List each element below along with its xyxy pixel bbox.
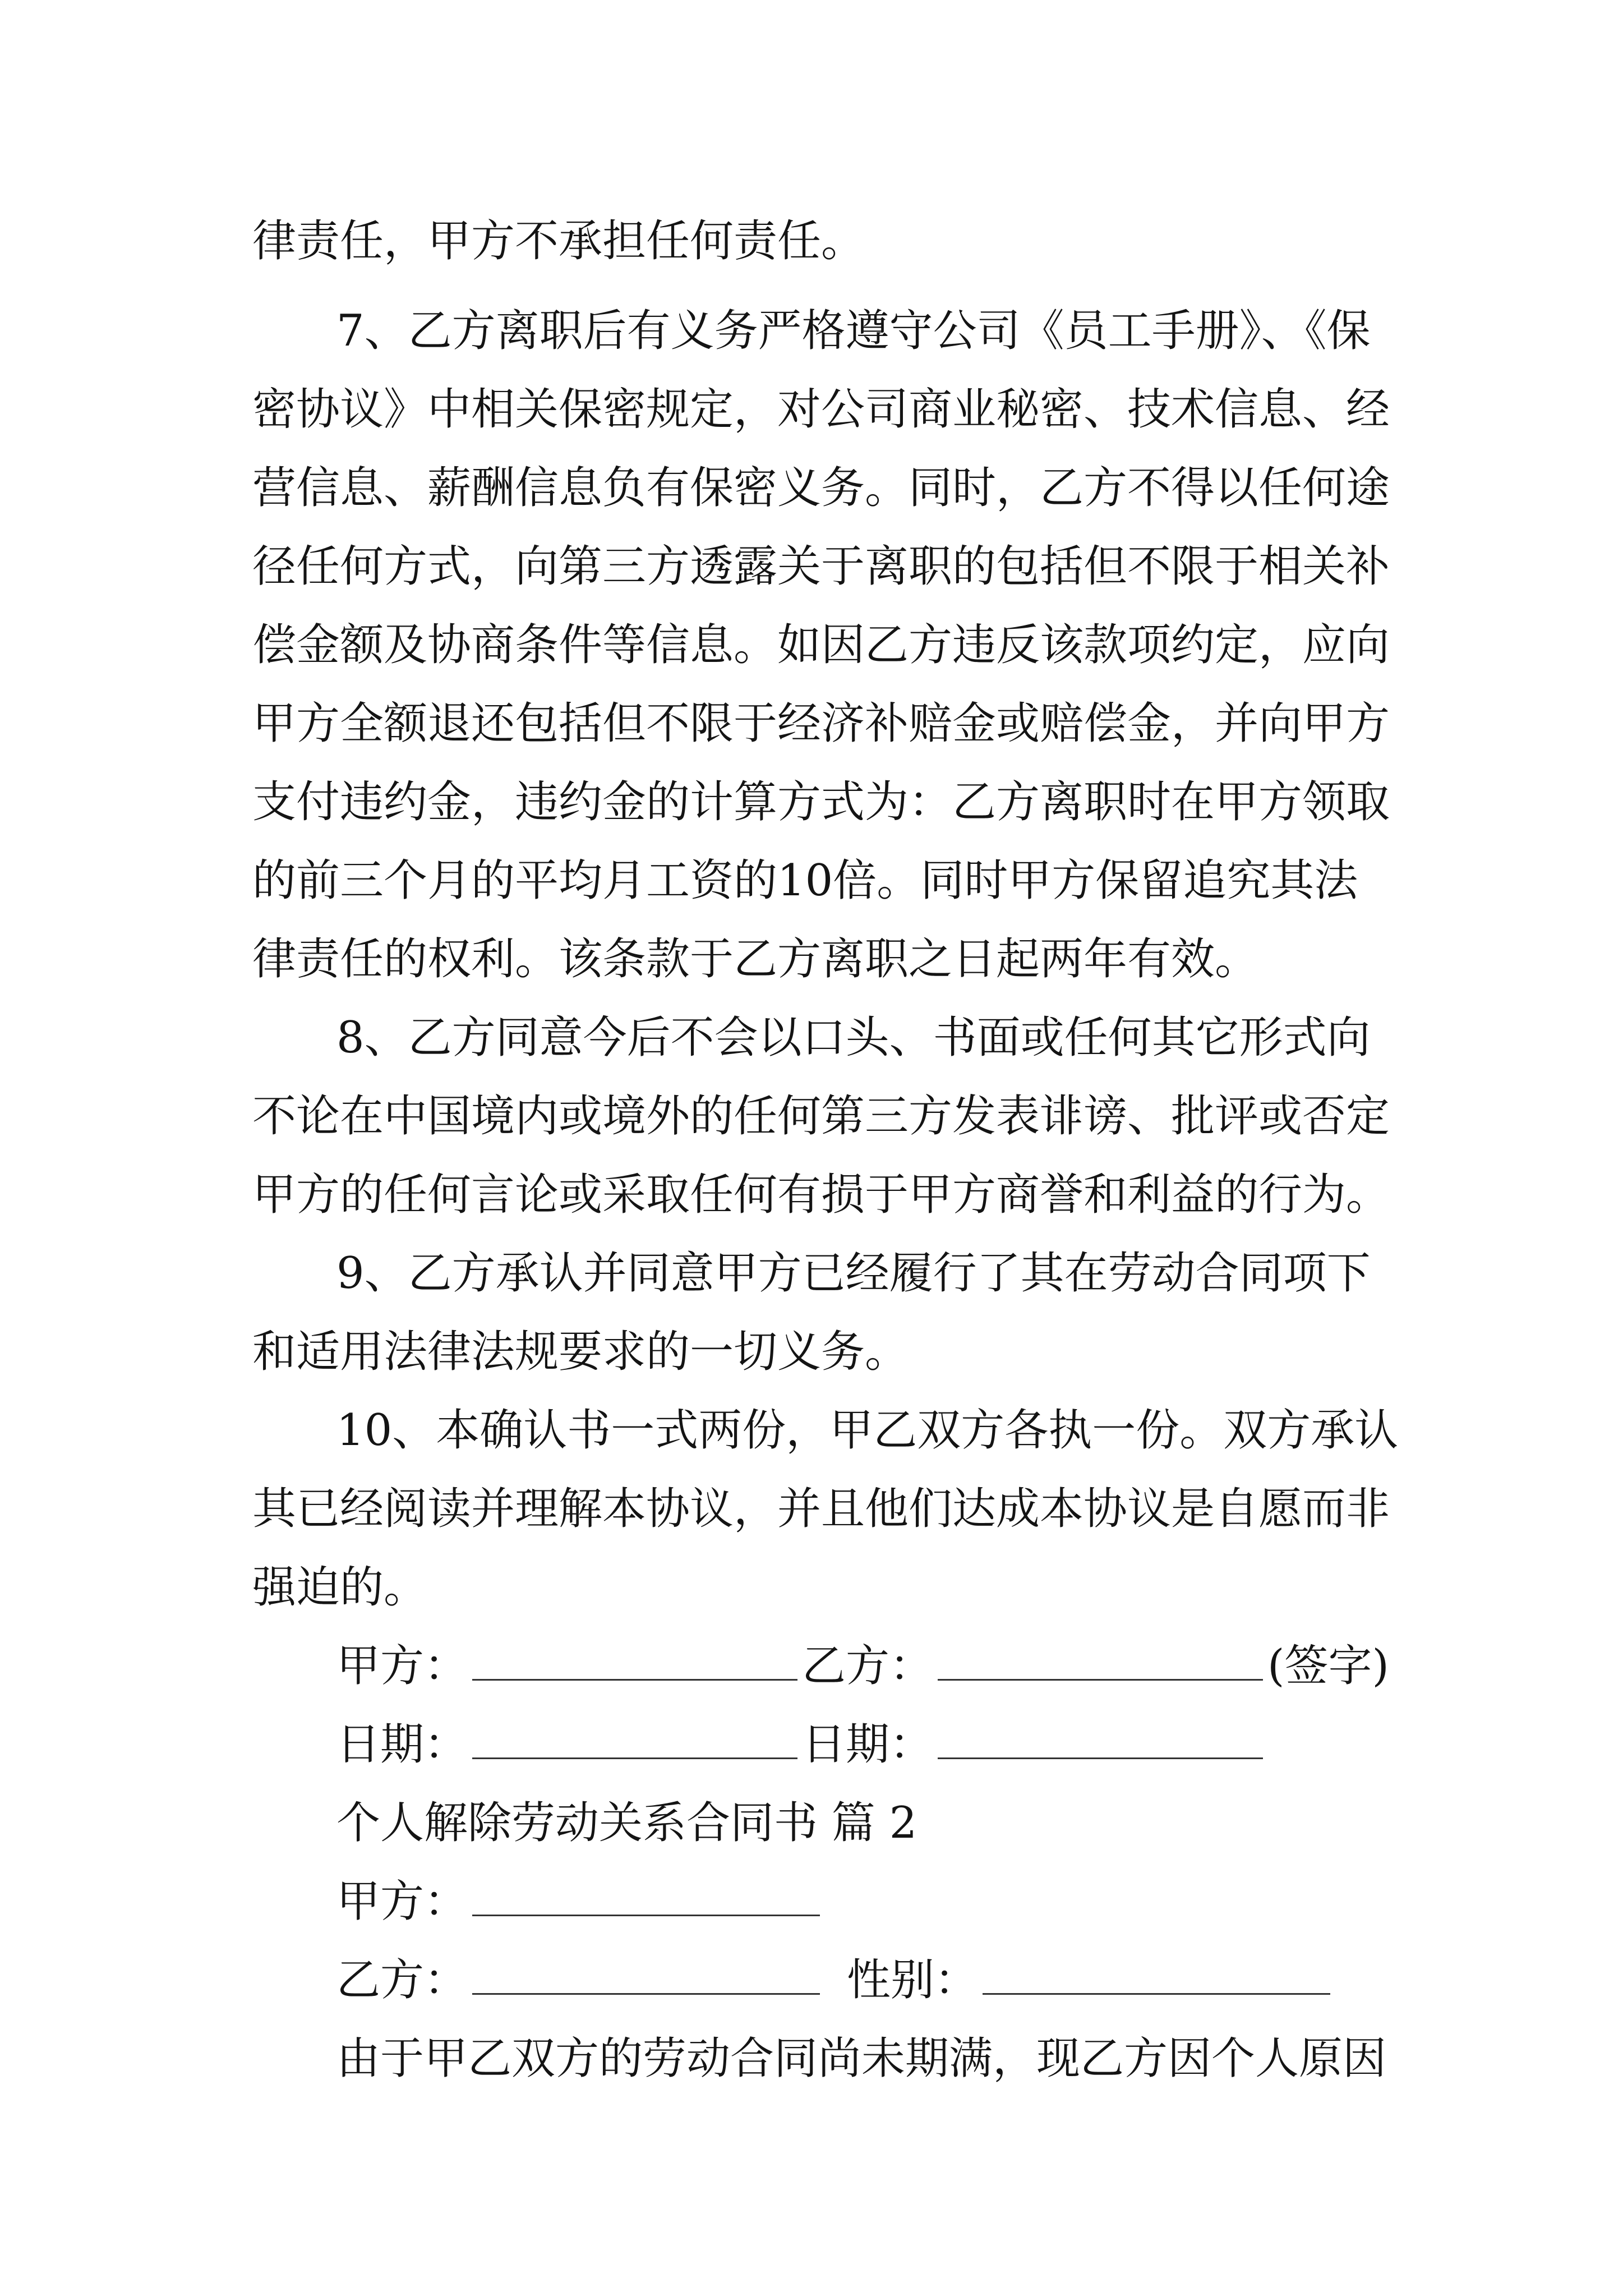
text-line-16: 10、本确认书一式两份，甲乙双方各执一份。双方承认: [336, 1405, 1399, 1456]
party-a-label: 甲方：: [336, 1641, 468, 1691]
section2-party-b-label: 乙方：: [336, 1955, 468, 2005]
section2-gender-blank[interactable]: [983, 1952, 1330, 1995]
sign-note: (签字): [1267, 1641, 1389, 1691]
signature-row: [336, 1621, 1389, 1711]
text-line-3: 密协议》中相关保密规定，对公司商业秘密、技术信息、经: [252, 384, 1390, 435]
text-line-6: 偿金额及协商条件等信息。如因乙方违反该款项约定，应向: [252, 620, 1390, 670]
text-line-14: 9、乙方承认并同意甲方已经履行了其在劳动合同项下: [336, 1248, 1371, 1299]
party-a-blank[interactable]: [472, 1637, 797, 1681]
section2-party-a-row: [336, 1857, 824, 1947]
section2-party-a-label: 甲方：: [336, 1876, 468, 1927]
date-label-b: 日期：: [802, 1719, 934, 1770]
section2-party-a-blank[interactable]: [472, 1873, 820, 1916]
text-line-10: 律责任的权利。该条款于乙方离职之日起两年有效。: [252, 934, 1259, 984]
text-line-18: 强迫的。: [252, 1562, 428, 1613]
date-a-blank[interactable]: [472, 1716, 797, 1759]
text-line-11: 8、乙方同意今后不会以口头、书面或任何其它形式向: [336, 1013, 1371, 1063]
section2-intro: 由于甲乙双方的劳动合同尚未期满，现乙方因个人原因: [336, 2033, 1387, 2084]
date-row: [336, 1700, 1267, 1789]
text-line-5: 径任何方式，向第三方透露关于离职的包括但不限于相关补: [252, 541, 1390, 592]
text-line-1: 律责任，甲方不承担任何责任。: [252, 216, 865, 266]
date-b-blank[interactable]: [938, 1716, 1263, 1759]
text-line-12: 不论在中国境内或境外的任何第三方发表诽谤、批评或否定: [252, 1091, 1390, 1142]
section2-gender-label: 性别：: [847, 1955, 979, 2005]
text-line-2: 7、乙方离职后有义务严格遵守公司《员工手册》、《保: [336, 306, 1371, 356]
section2-party-b-blank[interactable]: [472, 1952, 820, 1995]
party-b-label: 乙方：: [802, 1641, 934, 1691]
text-line-15: 和适用法律法规要求的一切义务。: [252, 1327, 909, 1377]
text-line-9: 的前三个月的平均月工资的10倍。同时甲方保留追究其法: [252, 855, 1358, 906]
section2-party-b-row: [336, 1935, 1335, 2025]
text-line-4: 营信息、薪酬信息负有保密义务。同时，乙方不得以任何途: [252, 463, 1390, 513]
text-line-8: 支付违约金，违约金的计算方式为：乙方离职时在甲方领取: [252, 777, 1390, 827]
text-line-7: 甲方全额退还包括但不限于经济补赔金或赔偿金，并向甲方: [252, 698, 1390, 749]
text-line-13: 甲方的任何言论或采取任何有损于甲方商誉和利益的行为。: [252, 1170, 1390, 1220]
text-line-17: 其已经阅读并理解本协议，并且他们达成本协议是自愿而非: [252, 1484, 1390, 1534]
party-b-blank[interactable]: [938, 1637, 1263, 1681]
date-label-a: 日期：: [336, 1719, 468, 1770]
section2-title: 个人解除劳动关系合同书 篇 2: [336, 1798, 917, 1848]
